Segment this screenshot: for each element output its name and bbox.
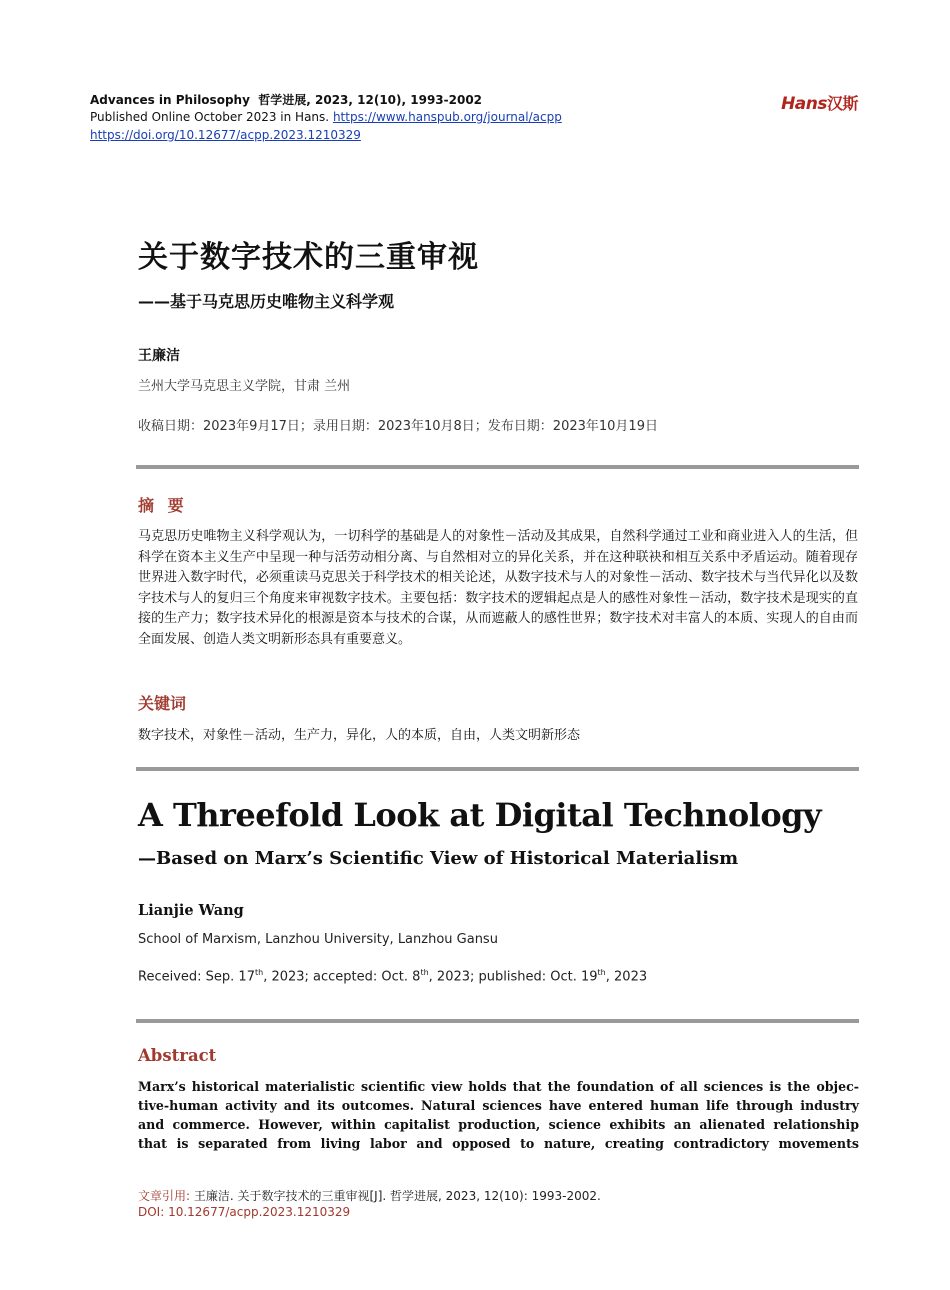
cn-abstract-heading: 摘 要: [138, 496, 188, 515]
en-abstract-body: [138, 1077, 859, 1153]
cn-affiliation: 兰州大学马克思主义学院，甘肃 兰州: [138, 379, 351, 394]
cn-subtitle: ——基于马克思历史唯物主义科学观: [138, 292, 395, 311]
published-text: Published Online October 2023 in Hans.: [90, 110, 330, 124]
en-dates: [138, 968, 647, 984]
cn-abstract-body: 马克思历史唯物主义科学观认为，一切科学的基础是人的对象性－活动及其成果，自然科学通过工业和商业进入人的生活，但科学在资本主义生产中呈现一种与活劳动相分离、与自然相对立的异化关系，并在这种联袂和相互关系中矛盾运动。随着现存世界进入数字时代，必须重读马克思关于科学技术的相关论述，从数字技术与人的对象性－活动、数字技术与当代异化以及数字技术与人的复归三个角度来审视数字技术。主要包括：数字技术的逻辑起点是人的感性对象性－活动，数字技术是现实的直接的生产力；数字技术异化的根源是资本与技术的合谋，从而遮蔽人的感性世界；数字技术对丰富人的本质、实现人的自由而全面发展、创造人类文明新形态具有重要意义。: [138, 529, 858, 647]
cn-author: 王廉洁: [138, 348, 180, 364]
abstract-line: and commerce. However, within capitalist production, science exhibits an alienated relationship: [138, 1117, 859, 1132]
ordinal-suffix: th: [254, 968, 264, 977]
en-title: A Threefold Look at Digital Technology: [138, 796, 822, 834]
citation-label: 文章引用:: [138, 1189, 191, 1203]
journal-cn-citation: 哲学进展, 2023, 12(10), 1993-2002: [258, 93, 483, 107]
journal-citation-line: [90, 92, 482, 109]
doi-link[interactable]: https://doi.org/10.12677/acpp.2023.1210329: [90, 128, 361, 142]
logo-latin: Hans: [781, 94, 827, 114]
en-affiliation: School of Marxism, Lanzhou University, Lanzhou Gansu: [138, 932, 498, 947]
published-online-line: [90, 109, 562, 126]
published-date: , 2023; published: Oct. 19: [428, 969, 598, 985]
en-author: Lianjie Wang: [138, 902, 244, 919]
hans-logo: [781, 91, 858, 114]
citation-line: [138, 1187, 601, 1205]
ordinal-suffix: th: [420, 968, 429, 977]
year-suffix: , 2023: [605, 969, 648, 985]
citation-text: 王廉洁. 关于数字技术的三重审视[J]. 哲学进展, 2023, 12(10): 1993-2002.: [193, 1189, 601, 1203]
divider-rule: [136, 1019, 859, 1023]
abstract-line: that is separated from living labor and opposed to nature, creating contradictory movements: [138, 1136, 859, 1151]
divider-rule: [136, 465, 859, 469]
logo-cn: 汉斯: [826, 94, 858, 113]
en-abstract-heading: Abstract: [138, 1046, 217, 1065]
journal-name: Advances in Philosophy: [90, 93, 250, 107]
ordinal-suffix: th: [597, 968, 606, 977]
cn-title: 关于数字技术的三重审视: [138, 240, 479, 275]
accepted-date: , 2023; accepted: Oct. 8: [263, 969, 421, 985]
received-date: Received: Sep. 17: [138, 969, 255, 985]
doi-line: [90, 127, 361, 144]
cn-dates: 收稿日期：2023年9月17日；录用日期：2023年10月8日；发布日期：2023年10月19日: [138, 419, 658, 434]
footer-doi: DOI: 10.12677/acpp.2023.1210329: [138, 1205, 351, 1219]
journal-url-link[interactable]: https://www.hanspub.org/journal/acpp: [332, 110, 562, 124]
divider-rule: [136, 767, 859, 771]
cn-keywords-heading: 关键词: [138, 694, 187, 713]
en-subtitle: —Based on Marx’s Scientific View of Historical Materialism: [138, 848, 739, 869]
abstract-line: Marx’s historical materialistic scientific view holds that the foundation of all sciences is the objec-: [138, 1079, 859, 1094]
abstract-line: tive-human activity and its outcomes. Natural sciences have entered human life through industry: [138, 1098, 859, 1113]
cn-keywords: 数字技术，对象性－活动，生产力，异化，人的本质，自由，人类文明新形态: [138, 728, 581, 743]
